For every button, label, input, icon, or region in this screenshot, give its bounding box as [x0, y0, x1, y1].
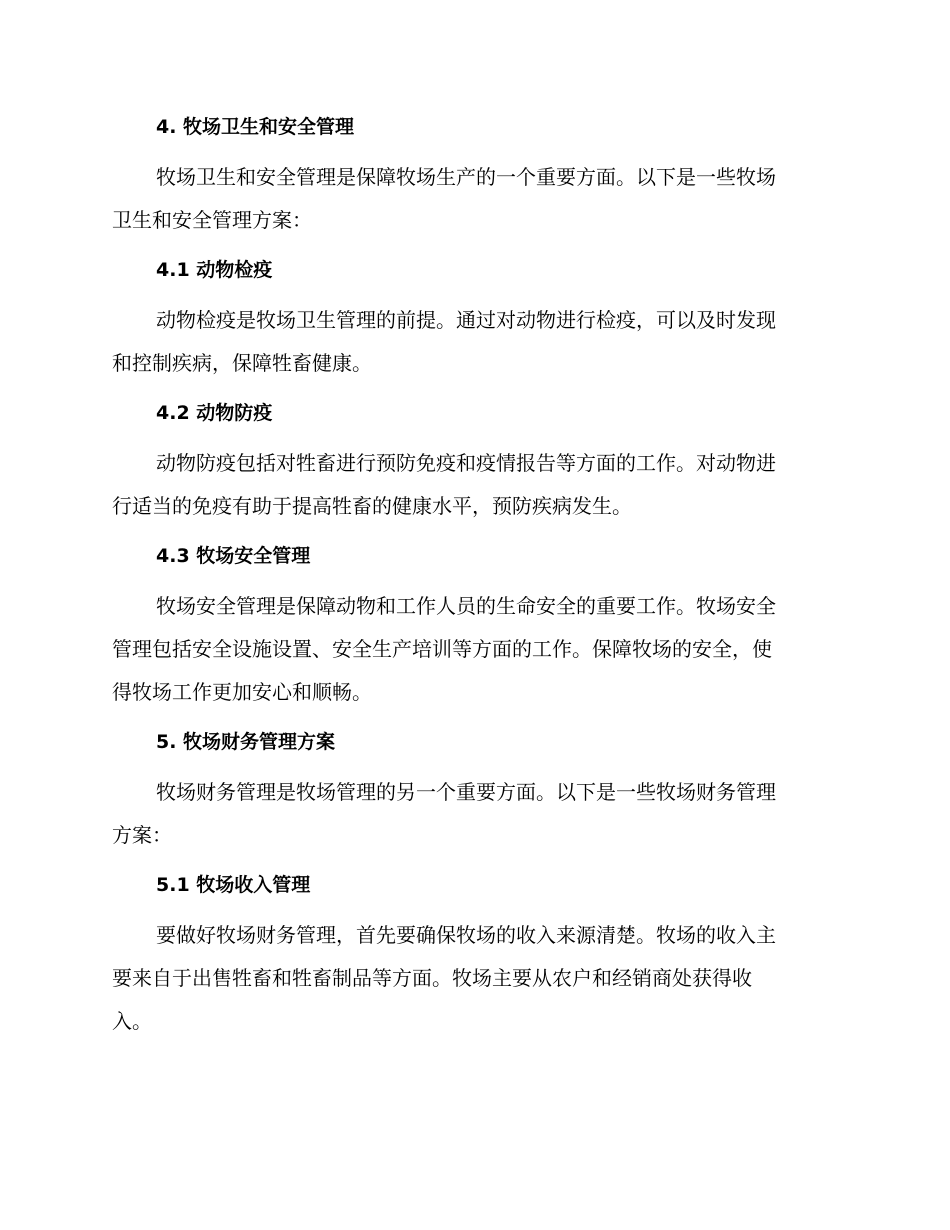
paragraph-line: 卫生和安全管理方案： [112, 208, 312, 232]
paragraph-line: 牧场安全管理是保障动物和工作人员的生命安全的重要工作。牧场安全 [156, 594, 776, 618]
section-paragraph [112, 914, 830, 1043]
paragraph-line: 动物防疫包括对牲畜进行预防免疫和疫情报告等方面的工作。对动物进 [156, 451, 776, 475]
section-4-2 [112, 394, 830, 528]
paragraph-line: 和控制疾病，保障牲畜健康。 [112, 351, 372, 375]
paragraph-line: 牧场财务管理是牧场管理的另一个重要方面。以下是一些牧场财务管理 [156, 780, 776, 804]
paragraph-line: 要做好牧场财务管理，首先要确保牧场的收入来源清楚。牧场的收入主 [156, 923, 776, 947]
section-paragraph [112, 442, 830, 528]
section-5-1 [112, 866, 830, 1043]
section-heading: 4.3 牧场安全管理 [156, 545, 311, 567]
paragraph-line: 管理包括安全设施设置、安全生产培训等方面的工作。保障牧场的安全，使 [112, 637, 772, 661]
paragraph-line: 要来自于出售牲畜和牲畜制品等方面。牧场主要从农户和经销商处获得收 [112, 966, 752, 990]
section-paragraph [112, 156, 830, 242]
paragraph-line: 方案： [112, 823, 172, 847]
document-page [112, 108, 830, 1052]
section-heading: 4. 牧场卫生和安全管理 [156, 116, 355, 138]
paragraph-line: 得牧场工作更加安心和顺畅。 [112, 680, 372, 704]
section-heading: 5. 牧场财务管理方案 [156, 731, 336, 753]
section-paragraph [112, 299, 830, 385]
paragraph-line: 行适当的免疫有助于提高牲畜的健康水平，预防疾病发生。 [112, 494, 632, 518]
section-heading: 4.2 动物防疫 [156, 402, 273, 424]
section-4 [112, 108, 830, 242]
section-heading: 5.1 牧场收入管理 [156, 874, 311, 896]
section-4-1 [112, 251, 830, 385]
section-5 [112, 723, 830, 857]
paragraph-line: 入。 [112, 1009, 152, 1033]
section-paragraph [112, 585, 830, 714]
section-heading: 4.1 动物检疫 [156, 259, 273, 281]
section-4-3 [112, 537, 830, 714]
paragraph-line: 动物检疫是牧场卫生管理的前提。通过对动物进行检疫，可以及时发现 [156, 308, 776, 332]
section-paragraph [112, 771, 830, 857]
paragraph-line: 牧场卫生和安全管理是保障牧场生产的一个重要方面。以下是一些牧场 [156, 165, 776, 189]
